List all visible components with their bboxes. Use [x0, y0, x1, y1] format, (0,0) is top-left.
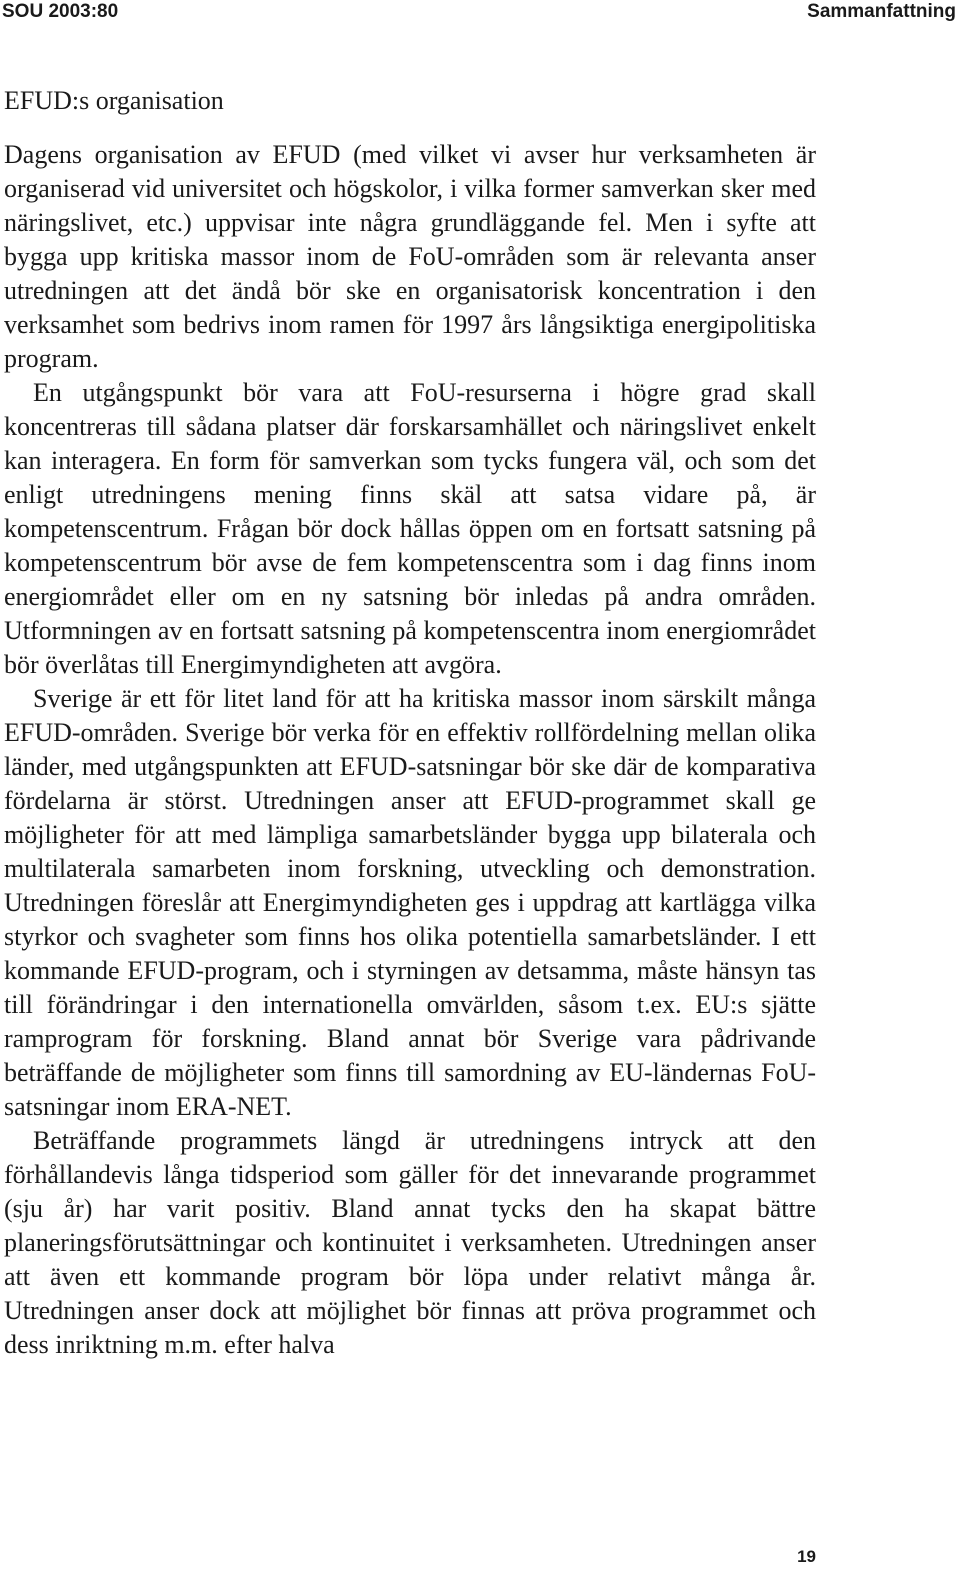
running-header [0, 0, 960, 26]
section-heading: EFUD:s organisation [4, 86, 224, 115]
paragraph-4: Beträffande programmets längd är utredningens intryck att den förhållandevis långa tidsperiod som gäller för det innevarande programmet (sju år) har varit positiv. Bland annat tycks den ha skapat bättre planeringsförutsättningar och kontinuitet i verksamheten. Utredningen anser att även ett kommande program bör löpa under relativt många år. Utredningen anser dock att möjlighet bör finnas att pröva programmet och dess inriktning m.m. efter halva [4, 1126, 816, 1359]
page-number: 19 [797, 1547, 816, 1566]
chapter-title: Sammanfattning [807, 1, 956, 22]
main-content [4, 84, 816, 1362]
report-number: SOU 2003:80 [2, 1, 119, 22]
paragraph-1: Dagens organisation av EFUD (med vilket vi avser hur verksamheten är organiserad vid universitet och högskolor, i vilka former samverkan sker med näringslivet, etc.) uppvisar inte några grundläggande fel. Men i syfte att bygga upp kritiska massor inom de FoU-områden som är relevanta anser utredningen att det ändå bör ske en organisatorisk koncentration i den verksamhet som bedrivs inom ramen för 1997 års långsiktiga energipolitiska program. [4, 140, 816, 373]
paragraph-2: En utgångspunkt bör vara att FoU-resurserna i högre grad skall koncentreras till sådana platser där forskarsamhället och näringslivet enkelt kan interagera. En form för samverkan som tycks fungera väl, och som det enligt utredningens mening finns skäl att satsa vidare på, är kompetenscentrum. Frågan bör dock hållas öppen om en fortsatt satsning på kompetenscentrum bör avse de fem kompetenscentra som i dag finns inom energiområdet eller om en ny satsning bör inledas på andra områden. Utformningen av en fortsatt satsning på kompetenscentra inom energiområdet bör överlåtas till Energimyndigheten att avgöra. [4, 378, 816, 679]
paragraph-3: Sverige är ett för litet land för att ha kritiska massor inom särskilt många EFUD-områden. Sverige bör verka för en effektiv rollfördelning mellan olika länder, med utgångspunkten att EFUD-satsningar bör ske där de komparativa fördelarna är störst. Utredningen anser att EFUD-programmet skall ge möjligheter för att med lämpliga samarbetsländer bygga upp bilaterala och multilaterala samarbeten inom forskning, utveckling och demonstration. Utredningen föreslår att Energimyndigheten ges i uppdrag att kartlägga vilka styrkor och svagheter som finns hos olika potentiella samarbetsländer. I ett kommande EFUD-program, och i styrningen av detsamma, måste hänsyn tas till förändringar i den internationella omvärlden, såsom t.ex. EU:s sjätte ramprogram för forskning. Bland annat bör Sverige vara pådrivande beträffande de möjligheter som finns till samordning av EU-ländernas FoU-satsningar inom ERA-NET. [4, 684, 816, 1121]
